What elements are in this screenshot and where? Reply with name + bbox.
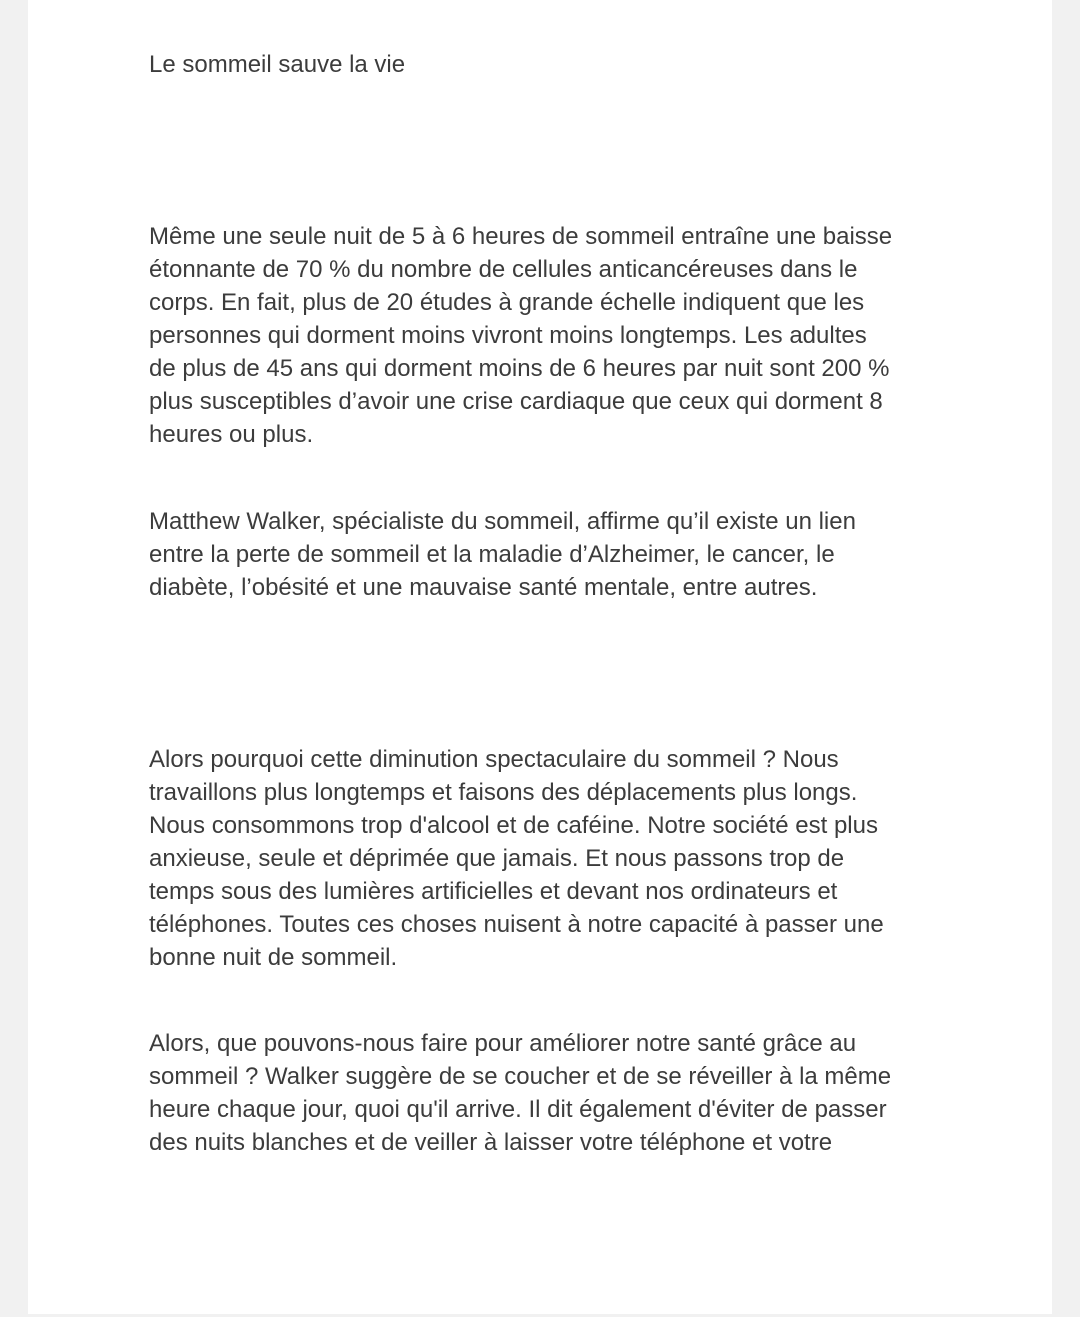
document-page bbox=[28, 0, 1052, 1314]
paragraph-3: Alors pourquoi cette diminution spectaculaire du sommeil ? Nous travaillons plus longtemps et faisons des déplacements plus longs. Nous consommons trop d'alcool et de caféine. Notre société est plus anxieuse, seule et déprimée que jamais. Et nous passons trop de temps sous des lumières artificielles et devant nos ordinateurs et téléphones. Toutes ces choses nuisent à notre capacité à passer une bonne nuit de sommeil. bbox=[149, 746, 884, 971]
document-title: Le sommeil sauve la vie bbox=[149, 51, 406, 78]
paragraph-4: Alors, que pouvons-nous faire pour améliorer notre santé grâce au sommeil ? Walker suggère de se coucher et de se réveiller à la même heure chaque jour, quoi qu'il arrive. Il dit également d'éviter de passer des nuits blanches et de veiller à laisser votre téléphone et votre bbox=[149, 1030, 892, 1156]
paragraph-1: Même une seule nuit de 5 à 6 heures de sommeil entraîne une baisse étonnante de 70 % du nombre de cellules anticancéreuses dans le corps. En fait, plus de 20 études à grande échelle indiquent que les personnes qui dorment moins vivront moins longtemps. Les adultes de plus de 45 ans qui dorment moins de 6 heures par nuit sont 200 % plus susceptibles d’avoir une crise cardiaque que ceux qui dorment 8 heures ou plus. bbox=[149, 223, 893, 448]
paragraph-2: Matthew Walker, spécialiste du sommeil, affirme qu’il existe un lien entre la perte de sommeil et la maladie d’Alzheimer, le cancer, le diabète, l’obésité et une mauvaise santé mentale, entre autres. bbox=[149, 508, 856, 601]
